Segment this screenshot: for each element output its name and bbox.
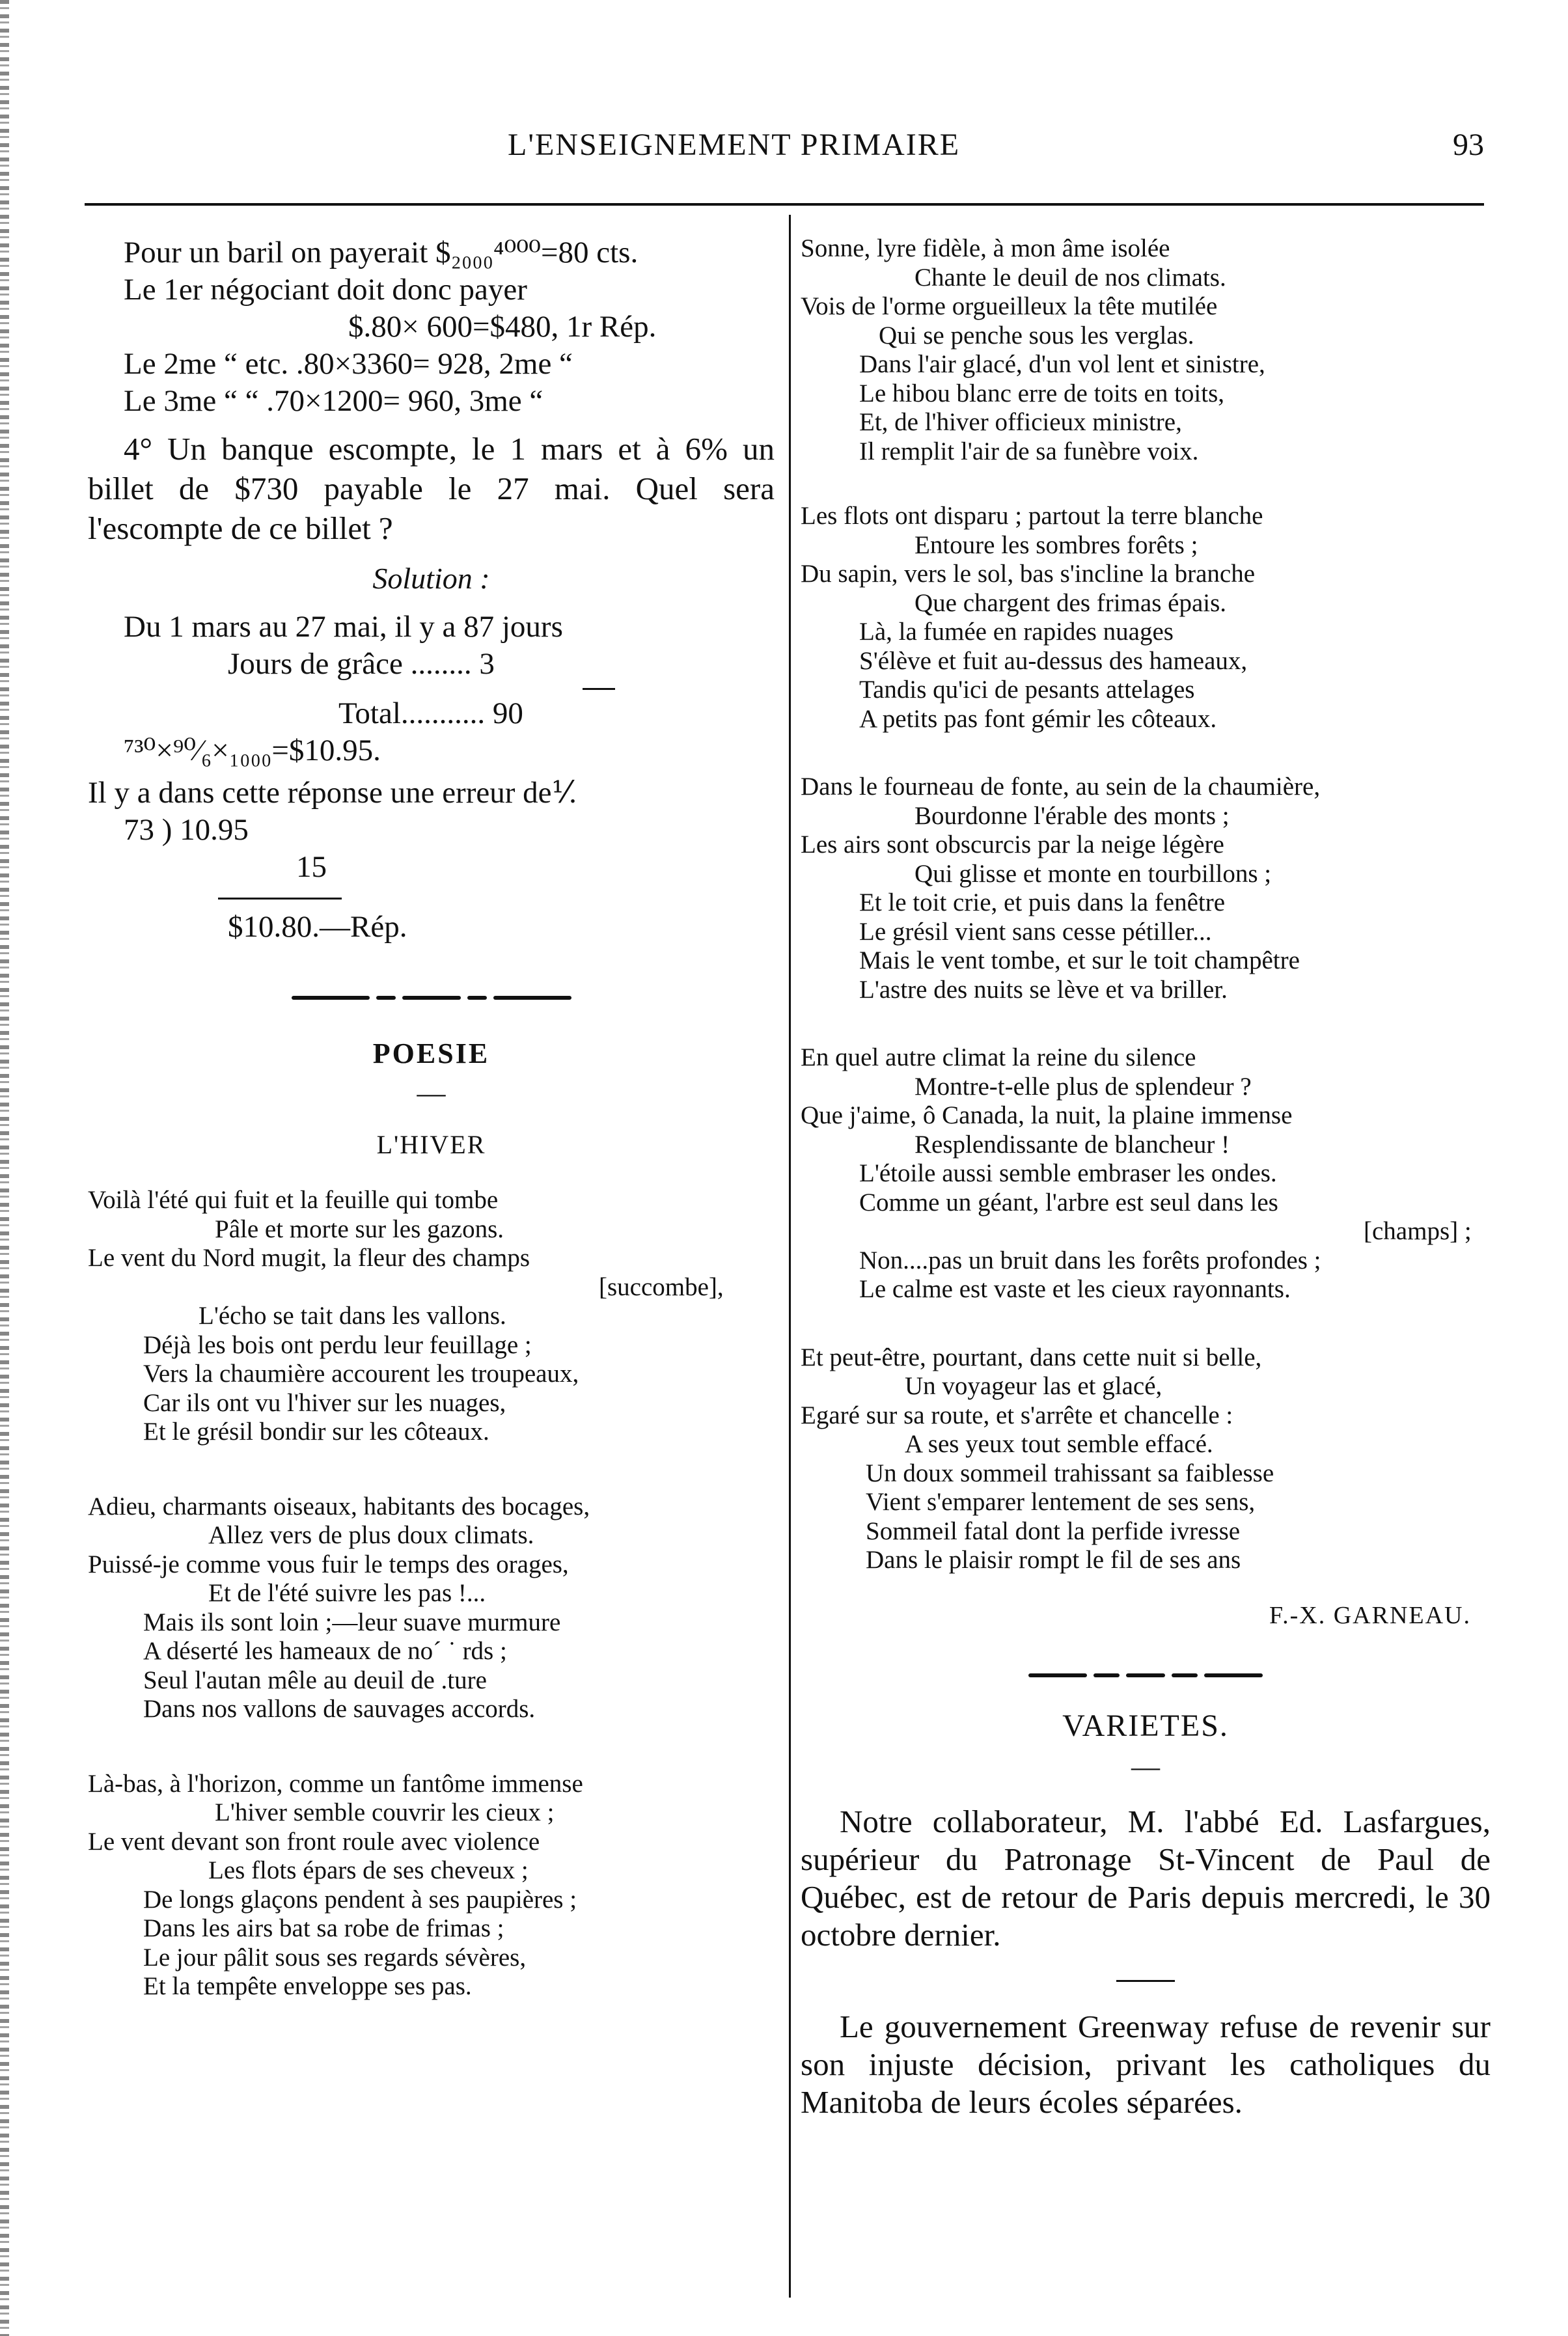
verse-line: Et le grésil bondir sur les côteaux. — [143, 1418, 489, 1446]
problem-text: 4° Un banque escompte, le 1 mars et à 6% un billet de $730 payable le 27 mai. Quel sera l'escompte de ce billet ? — [88, 431, 775, 546]
header-rule — [85, 203, 1484, 206]
author-signature: F.-X. GARNEAU. — [1269, 1601, 1471, 1629]
verse-line: Là-bas, à l'horizon, comme un fantôme immense — [88, 1769, 583, 1798]
verse-line: Le vent du Nord mugit, la fleur des champs — [88, 1244, 530, 1272]
verse-line: Adieu, charmants oiseaux, habitants des bocages, — [88, 1492, 590, 1520]
news-paragraph: Notre collaborateur, M. l'abbé Ed. Lasfargues, supérieur du Patronage St-Vincent de Paul de Québec, est de retour de Paris depuis mercredi, le 30 octobre dernier. — [801, 1803, 1491, 1953]
solution-line: Du 1 mars au 27 mai, il y a 87 jours — [124, 610, 563, 644]
verse-line: De longs glaçons pendent à ses paupières ; — [143, 1885, 577, 1914]
verse-line: Dans le plaisir rompt le fil de ses ans — [866, 1546, 1241, 1574]
verse-line: Et de l'été suivre les pas !... — [208, 1579, 486, 1607]
verse-line: Et le toit crie, et puis dans la fenêtre — [859, 888, 1226, 916]
verse-line: Tandis qu'ici de pesants attelages — [859, 676, 1195, 704]
verse-line: Dans l'air glacé, d'un vol lent et sinistre, — [859, 350, 1265, 378]
ornament-divider — [88, 985, 775, 1011]
verse-line: Les airs sont obscurcis par la neige légère — [801, 831, 1224, 859]
verse-line: Resplendissante de blancheur ! — [915, 1130, 1230, 1159]
poem-stanza — [88, 1492, 775, 1724]
verse-line: Qui se penche sous les verglas. — [879, 321, 1194, 350]
verse-line: Les flots ont disparu ; partout la terre blanche — [801, 502, 1263, 530]
verse-line: Dans nos vallons de sauvages accords. — [143, 1695, 536, 1723]
paragraph-rule — [1116, 1980, 1175, 1982]
sum-rule — [583, 688, 615, 690]
news-paragraph: Le gouvernement Greenway refuse de revenir sur son injuste décision, privant les catholiques du Manitoba de leurs écoles séparées. — [801, 2008, 1491, 2120]
verse-line: Pâle et morte sur les gazons. — [215, 1215, 504, 1243]
verse-line: Et, de l'hiver officieux ministre, — [859, 408, 1182, 436]
verse-line: L'hiver semble couvrir les cieux ; — [215, 1798, 555, 1826]
verse-line: Egaré sur sa route, et s'arrête et chancelle : — [801, 1401, 1233, 1429]
verse-line: [succombe], — [599, 1272, 724, 1301]
answer-rule — [218, 898, 342, 900]
verse-line: Seul l'autan mêle au deuil de .ture — [143, 1666, 487, 1694]
math-line: Le 2me “ etc. .80×3360= 928, 2me “ — [124, 347, 573, 381]
verse-line: Le grésil vient sans cesse pétiller... — [859, 917, 1212, 946]
verse-line: Un voyageur las et glacé, — [905, 1372, 1162, 1400]
verse-line: Puissé-je comme vous fuir le temps des orages, — [88, 1550, 569, 1578]
calc-line: 15 — [296, 850, 327, 884]
verse-line: Qui glisse et monte en tourbillons ; — [915, 859, 1272, 888]
page-header — [85, 127, 1484, 172]
ornament-divider — [801, 1662, 1491, 1688]
verse-line: Que j'aime, ô Canada, la nuit, la plaine immense — [801, 1101, 1293, 1129]
verse-line: Le jour pâlit sous ses regards sévères, — [143, 1943, 527, 1972]
verse-line: Sommeil fatal dont la perfide ivresse — [866, 1517, 1241, 1545]
column-separator — [789, 215, 791, 2298]
verse-line: Il remplit l'air de sa funèbre voix. — [859, 437, 1199, 465]
left-column — [88, 234, 775, 2047]
poem-stanza — [88, 1770, 775, 2001]
verse-line: Vers la chaumière accourent les troupeaux, — [143, 1360, 579, 1388]
verse-line: En quel autre climat la reine du silence — [801, 1043, 1196, 1071]
verse-line: Mais ils sont loin ;—leur suave murmure — [143, 1608, 561, 1636]
verse-line: Le hibou blanc erre de toits en toits, — [859, 379, 1225, 407]
arithmetic-block — [88, 234, 775, 420]
poem-stanza — [801, 1043, 1491, 1304]
verse-line: Bourdonne l'érable des monts ; — [915, 801, 1230, 830]
error-line: Il y a dans cette réponse une erreur de⅟. — [88, 776, 577, 810]
poem-stanza — [801, 234, 1491, 466]
section-dash: — — [1131, 1750, 1160, 1783]
poem-stanza — [801, 1343, 1491, 1575]
verse-line: Dans les airs bat sa robe de frimas ; — [143, 1914, 504, 1942]
verse-line: Les flots épars de ses cheveux ; — [208, 1856, 529, 1884]
formula-line: ⁷³⁰×⁹⁰⁄₆×₁₀₀₀=$10.95. — [124, 734, 381, 767]
section-dash: — — [417, 1077, 446, 1109]
verse-line: A déserté les hameaux de no´ ˙ rds ; — [143, 1637, 507, 1665]
total-line: Total........... 90 — [338, 696, 523, 730]
verse-line: L'écho se tait dans les vallons. — [199, 1302, 506, 1330]
poem-stanza — [88, 1186, 775, 1447]
verse-line: Chante le deuil de nos climats. — [915, 263, 1226, 292]
verse-line: Montre-t-elle plus de splendeur ? — [915, 1072, 1252, 1101]
verse-line: L'étoile aussi semble embraser les ondes. — [859, 1159, 1277, 1187]
verse-line: [champs] ; — [1364, 1217, 1472, 1245]
verse-line: Là, la fumée en rapides nuages — [859, 618, 1174, 646]
verse-line: S'élève et fuit au-dessus des hameaux, — [859, 646, 1248, 675]
verse-line: Vient s'emparer lentement de ses sens, — [866, 1488, 1256, 1516]
verse-line: Que chargent des frimas épais. — [915, 588, 1227, 617]
verse-line: Du sapin, vers le sol, bas s'incline la branche — [801, 560, 1256, 588]
verse-line: Et peut-être, pourtant, dans cette nuit si belle, — [801, 1343, 1262, 1371]
verse-line: Le vent devant son front roule avec violence — [88, 1827, 540, 1856]
verse-line: Vois de l'orme orgueilleux la tête mutilée — [801, 292, 1218, 320]
verse-line: Sonne, lyre fidèle, à mon âme isolée — [801, 234, 1170, 262]
verse-line: Mais le vent tombe, et sur le toit champêtre — [859, 946, 1300, 974]
solution-line: Jours de grâce ........ 3 — [228, 647, 495, 681]
math-line: Le 1er négociant doit donc payer — [124, 273, 527, 307]
verse-line: Car ils ont vu l'hiver sur les nuages, — [143, 1388, 506, 1417]
right-column — [801, 234, 1491, 2121]
answer-line: $10.80.—Rép. — [228, 910, 407, 944]
math-line: Pour un baril on payerait $₂₀₀₀⁴⁰⁰⁰=80 cts. — [124, 236, 639, 269]
calc-line: 73 ) 10.95 — [124, 813, 249, 847]
verse-line: Non....pas un bruit dans les forêts profondes ; — [859, 1246, 1321, 1274]
verse-line: Déjà les bois ont perdu leur feuillage ; — [143, 1330, 532, 1359]
section-title-poesie: POESIE — [372, 1037, 490, 1069]
poem-title: L'HIVER — [376, 1130, 486, 1159]
scan-edge — [0, 0, 9, 2336]
math-line: Le 3me “ “ .70×1200= 960, 3me “ — [124, 384, 543, 418]
section-title-varietes: VARIETES. — [1062, 1708, 1229, 1743]
verse-line: A ses yeux tout semble effacé. — [905, 1430, 1213, 1458]
verse-line: Allez vers de plus doux climats. — [208, 1521, 534, 1549]
running-title: L'ENSEIGNEMENT PRIMAIRE — [508, 128, 961, 162]
verse-line: Voilà l'été qui fuit et la feuille qui tombe — [88, 1186, 499, 1214]
poem-stanza — [801, 773, 1491, 1004]
verse-line: Comme un géant, l'arbre est seul dans les — [859, 1188, 1278, 1216]
verse-line: Et la tempête enveloppe ses pas. — [143, 1972, 472, 2000]
verse-line: Entoure les sombres forêts ; — [915, 530, 1198, 559]
verse-line: Un doux sommeil trahissant sa faiblesse — [866, 1459, 1274, 1487]
verse-line: L'astre des nuits se lève et va briller. — [859, 975, 1228, 1004]
verse-line: A petits pas font gémir les côteaux. — [859, 704, 1217, 733]
verse-line: Le calme est vaste et les cieux rayonnants. — [859, 1275, 1291, 1303]
poem-stanza — [801, 502, 1491, 734]
page-number: 93 — [1453, 128, 1484, 162]
verse-line: Dans le fourneau de fonte, au sein de la chaumière, — [801, 773, 1321, 801]
math-line: $.80× 600=$480, 1r Rép. — [348, 310, 657, 344]
solution-label: Solution : — [372, 562, 490, 595]
